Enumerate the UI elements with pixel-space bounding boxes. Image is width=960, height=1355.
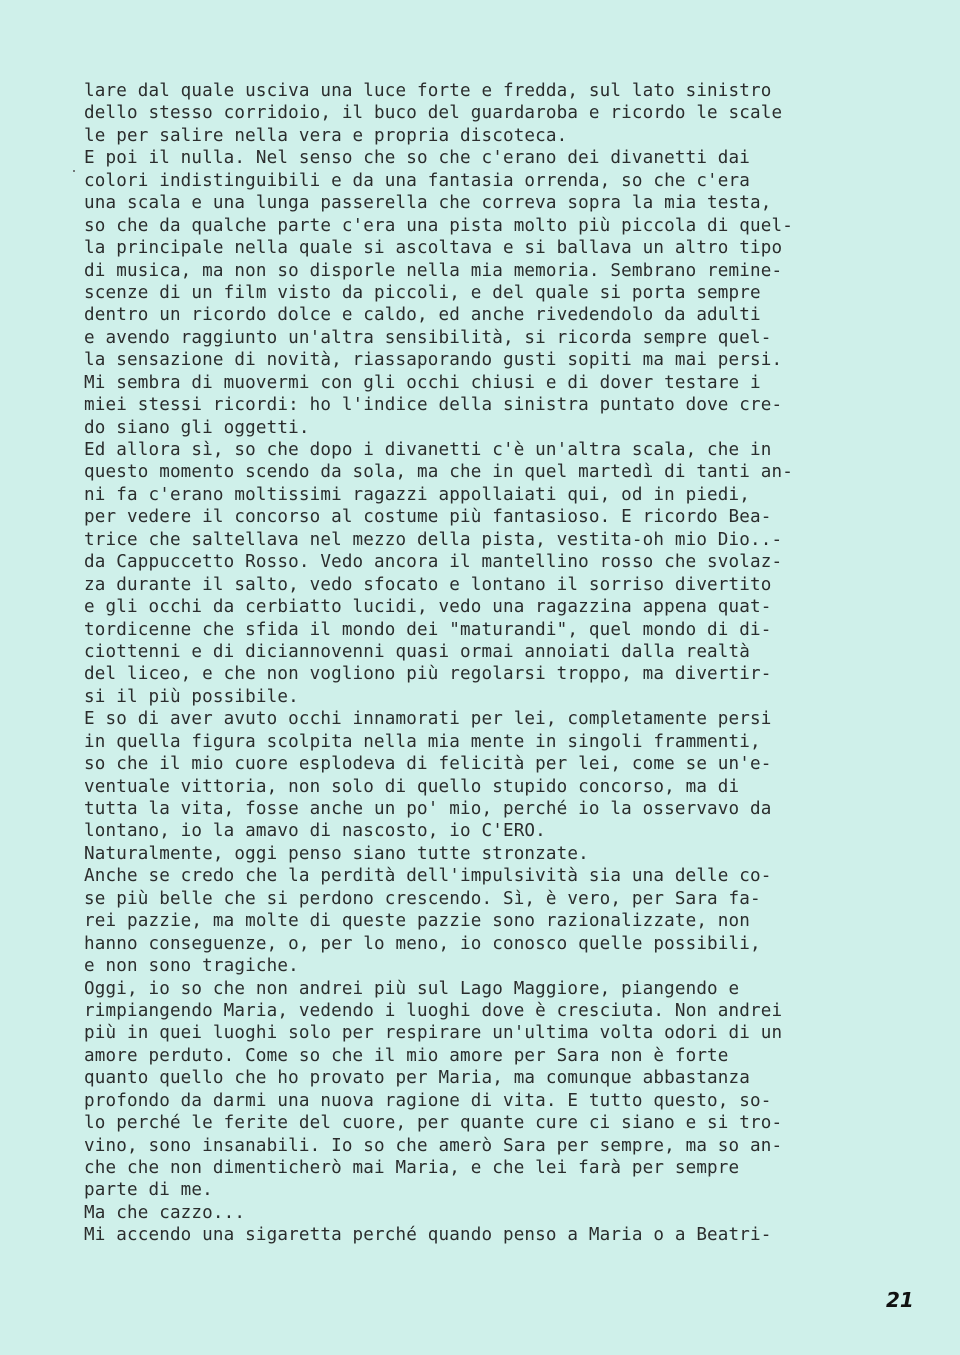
- text-line: la principale nella quale si ascoltava e si ballava un altro tipo: [84, 238, 783, 259]
- text-line: Ed allora sì, so che dopo i divanetti c'è un'altra scala, che in: [84, 440, 772, 460]
- text-line: Anche se credo che la perdità dell'impulsività sia una delle co-: [84, 866, 772, 887]
- text-line: tutta la vita, fosse anche un po' mio, perché io la osservavo da: [84, 799, 772, 819]
- text-line: di musica, ma non so disporle nella mia memoria. Sembrano remine-: [84, 260, 783, 281]
- text-line: che che non dimenticherò mai Maria, e che lei farà per sempre: [84, 1158, 740, 1178]
- text-line: si il più possibile.: [84, 686, 299, 707]
- text-line: in quella figura scolpita nella mia mente in singoli frammenti,: [84, 731, 761, 752]
- text-line: del liceo, e che non vogliono più regolarsi troppo, ma divertir-: [84, 664, 772, 685]
- text-line: la sensazione di novità, riassaporando gusti sopiti ma mai persi.: [84, 350, 783, 371]
- text-line: scenze di un film visto da piccoli, e del quale si porta sempre: [84, 282, 761, 303]
- text-line: tordicenne che sfida il mondo dei "maturandi", quel mondo di di-: [84, 619, 772, 640]
- body-text: [84, 80, 884, 1247]
- text-line: più in quei luoghi solo per respirare un'ultima volta odori di un: [84, 1023, 783, 1044]
- text-line: colori indistinguibili e da una fantasia orrenda, so che c'era: [84, 170, 751, 191]
- text-line: dello stesso corridoio, il buco del guardaroba e ricordo le scale: [84, 103, 783, 124]
- page-number: 21: [886, 1288, 914, 1312]
- text-line: Naturalmente, oggi penso siano tutte stronzate.: [84, 843, 589, 864]
- text-line: e avendo raggiunto un'altra sensibilità, si ricorda sempre quel-: [84, 327, 772, 348]
- text-line: ciottenni e di diciannovenni quasi ormai annoiati dalla realtà: [84, 641, 751, 662]
- text-line: rimpiangendo Maria, vedendo i luoghi dove è cresciuta. Non andrei: [84, 1000, 783, 1021]
- text-line: una scala e una lunga passerella che correva sopra la mia testa,: [84, 193, 772, 214]
- text-line: questo momento scendo da sola, ma che in quel martedì di tanti an-: [84, 462, 793, 483]
- text-line: lare dal quale usciva una luce forte e fredda, sul lato sinistro: [84, 81, 772, 101]
- ink-speck: [73, 170, 75, 172]
- text-line: so che il mio cuore esplodeva di felicità per lei, come se un'e-: [84, 754, 772, 775]
- text-line: quanto quello che ho provato per Maria, ma comunque abbastanza: [84, 1068, 751, 1089]
- text-line: amore perduto. Come so che il mio amore per Sara non è forte: [84, 1045, 729, 1066]
- text-line: Mi sembra di muovermi con gli occhi chiusi e di dover testare i: [84, 372, 761, 393]
- text-line: Mi accendo una sigaretta perché quando penso a Maria o a Beatri-: [84, 1225, 772, 1246]
- text-line: E so di aver avuto occhi innamorati per lei, completamente persi: [84, 709, 772, 730]
- text-line: hanno conseguenze, o, per lo meno, io conosco quelle possibili,: [84, 933, 761, 954]
- text-line: e gli occhi da cerbiatto lucidi, vedo una ragazzina appena quat-: [84, 597, 772, 618]
- text-line: E poi il nulla. Nel senso che so che c'erano dei divanetti dai: [84, 148, 751, 169]
- text-line: rei pazzie, ma molte di queste pazzie sono razionalizzate, non: [84, 911, 751, 932]
- text-line: le per salire nella vera e propria discoteca.: [84, 125, 568, 146]
- text-line: lontano, io la amavo di nascosto, io C'ERO.: [84, 821, 546, 842]
- text-line: miei stessi ricordi: ho l'indice della sinistra puntato dove cre-: [84, 395, 783, 416]
- text-line: da Cappuccetto Rosso. Vedo ancora il mantellino rosso che svolaz-: [84, 552, 783, 573]
- text-line: dentro un ricordo dolce e caldo, ed anche rivedendolo da adulti: [84, 305, 761, 326]
- text-line: Oggi, io so che non andrei più sul Lago Maggiore, piangendo e: [84, 978, 740, 999]
- text-line: Ma che cazzo...: [84, 1202, 246, 1223]
- text-line: se più belle che si perdono crescendo. Sì, è vero, per Sara fa-: [84, 888, 761, 909]
- text-line: ni fa c'erano moltissimi ragazzi appollaiati qui, od in piedi,: [84, 484, 751, 505]
- text-line: lo perché le ferite del cuore, per quante cure ci siano e si tro-: [84, 1113, 783, 1134]
- text-line: ventuale vittoria, non solo di quello stupido concorso, ma di: [84, 776, 740, 797]
- text-line: do siano gli oggetti.: [84, 417, 310, 438]
- text-line: parte di me.: [84, 1180, 213, 1201]
- text-line: per vedere il concorso al costume più fantasioso. E ricordo Bea-: [84, 507, 772, 528]
- text-line: so che da qualche parte c'era una pista molto più piccola di quel-: [84, 215, 793, 236]
- text-line: vino, sono insanabili. Io so che amerò Sara per sempre, ma so an-: [84, 1135, 783, 1156]
- text-line: trice che saltellava nel mezzo della pista, vestita-oh mio Dio..-: [84, 529, 783, 550]
- text-line: profondo da darmi una nuova ragione di vita. E tutto questo, so-: [84, 1090, 772, 1111]
- text-line: za durante il salto, vedo sfocato e lontano il sorriso divertito: [84, 574, 772, 595]
- text-line: e non sono tragiche.: [84, 956, 299, 977]
